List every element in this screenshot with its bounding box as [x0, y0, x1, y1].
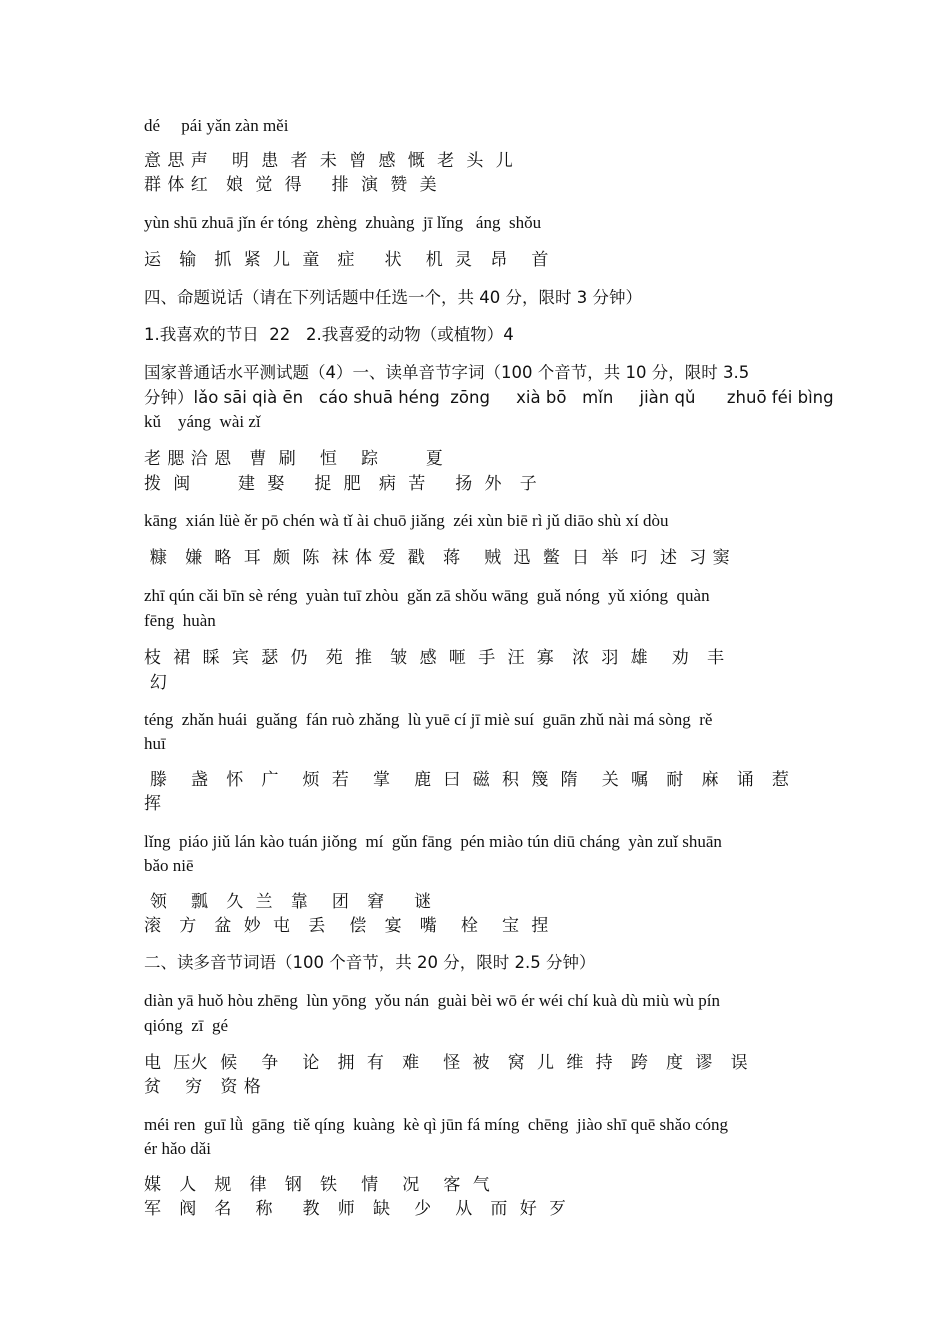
hanzi-line: 糠 嫌 略 耳 颇 陈 袜 体 爱 戳 蒋 贼 迅 鳖 日 举 叼 述 习 窦	[144, 548, 731, 568]
pinyin-line: zhī qún cǎi bīn sè réng yuàn tuī zhòu gǎn zā shǒu wāng guǎ nóng yǔ xióng quàn	[144, 586, 710, 605]
hanzi-line: 领 瓢 久 兰 靠 团 窘 谜	[144, 892, 432, 912]
pinyin-line: méi ren guī lǜ gāng tiě qíng kuàng kè qì jūn fá míng chēng jiào shī quē shǎo cóng	[144, 1115, 729, 1134]
hanzi-line: 意 思 声 明 患 者 未 曾 感 慨 老 头 儿	[144, 151, 514, 171]
pinyin-line: kǔ yáng wài zǐ	[144, 412, 261, 431]
hanzi-line: 滕 盏 怀 广 烦 若 掌 鹿 曰 磁 积 篾 隋 关 嘱 耐 麻 诵 惹	[144, 770, 790, 790]
pinyin-line: bǎo niē	[144, 856, 194, 875]
pinyin-line: diàn yā huǒ hòu zhēng lùn yōng yǒu nán guài bèi wō ér wéi chí kuà dù miù wù pín	[144, 991, 720, 1010]
hanzi-line: 挥	[144, 794, 162, 814]
test-title: 国家普通话水平测试题（4）一、读单音节字词（100 个音节，共 10 分，限时 3.5	[144, 363, 750, 382]
hanzi-line: 幻	[144, 673, 168, 693]
section-heading: 二、读多音节词语（100 个音节，共 20 分，限时 2.5 分钟）	[144, 953, 596, 972]
pinyin-line: yùn shū zhuā jǐn ér tóng zhèng zhuàng jī lǐng áng shǒu	[144, 213, 542, 232]
hanzi-line: 媒 人 规 律 钢 铁 情 况 客 气	[144, 1175, 491, 1195]
pinyin-line: huī	[144, 734, 166, 753]
hanzi-line: 军 阀 名 称 教 师 缺 少 从 而 好 歹	[144, 1199, 567, 1219]
hanzi-line: 枝 裙 睬 宾 瑟 仍 苑 推 皱 感 咂 手 汪 寡 浓 羽 雄 劝 丰	[144, 648, 725, 668]
pinyin-line: dé pái yǎn zàn měi	[144, 116, 289, 135]
pinyin-line: kāng xián lüè ěr pō chén wà tǐ ài chuō jiǎng zéi xùn biē rì jǔ diāo shù xí dòu	[144, 511, 669, 530]
hanzi-line: 滚 方 盆 妙 屯 丢 偿 宴 嘴 栓 宝 捏	[144, 916, 549, 936]
hanzi-line: 电 压火 候 争 论 拥 有 难 怪 被 窝 儿 维 持 跨 度 谬 误	[144, 1053, 749, 1073]
hanzi-line: 拨 闽 建 娶 捉 肥 病 苦 扬 外 子	[144, 474, 538, 494]
pinyin-line: lǐng piáo jiǔ lán kào tuán jiǒng mí gǔn fāng pén miào tún diū cháng yàn zuǐ shuān	[144, 832, 722, 851]
hanzi-line: 群 体 红 娘 觉 得 排 演 赞 美	[144, 175, 438, 195]
pinyin-line: qióng zī gé	[144, 1016, 229, 1035]
section-heading: 四、命题说话（请在下列话题中任选一个，共 40 分，限时 3 分钟）	[144, 288, 642, 307]
pinyin-line: ér hǎo dǎi	[144, 1139, 212, 1158]
hanzi-line: 贫 穷 资 格	[144, 1077, 262, 1097]
topic-line: 1.我喜欢的节日 22 2.我喜爱的动物（或植物）4	[144, 325, 514, 344]
pinyin-line: téng zhǎn huái guǎng fán ruò zhǎng lù yuē cí jī miè suí guān zhǔ nài má sòng rě	[144, 710, 713, 729]
pinyin-line: fēng huàn	[144, 611, 216, 630]
hanzi-line: 老 腮 洽 恩 曹 刷 恒 踪 夏	[144, 449, 444, 469]
hanzi-line: 运 输 抓 紧 儿 童 症 状 机 灵 昂 首	[144, 250, 549, 270]
pinyin-line: 分钟）lǎo sāi qià ēn cáo shuā héng zōng xià bō mǐn jiàn qǔ zhuō féi bìng	[144, 388, 834, 407]
